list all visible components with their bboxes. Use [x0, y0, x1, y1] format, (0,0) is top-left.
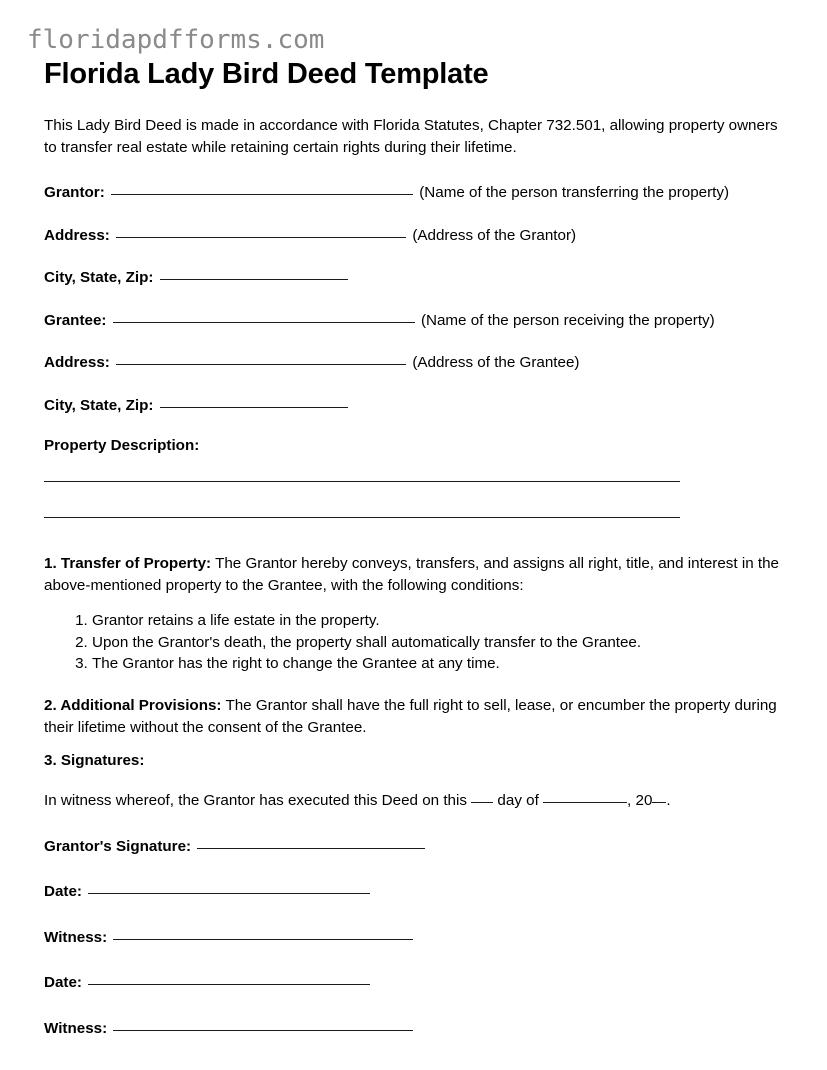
field-row-grantor-signature	[44, 834, 786, 858]
witness-text-part-1: In witness whereof, the Grantor has executed this Deed on this	[44, 792, 467, 810]
field-row-grantee	[44, 308, 784, 332]
grantee-address-input[interactable]	[116, 350, 406, 365]
date-input-2[interactable]	[88, 970, 370, 985]
witness-input-1[interactable]	[113, 925, 413, 940]
witness-text-part-2: day of	[497, 792, 539, 810]
grantee-address-label: Address:	[44, 354, 110, 372]
site-watermark: floridapdfforms.com	[27, 25, 325, 55]
grantor-signature-label: Grantor's Signature:	[44, 837, 192, 855]
property-description-lines	[44, 481, 786, 518]
grantee-name-input[interactable]	[113, 308, 415, 323]
witness-statement	[44, 789, 784, 811]
grantee-address-hint: (Address of the Grantee)	[412, 354, 580, 372]
section-2-text: The Grantor shall have the full right to sell, lease, or encumber the property during their lifetime without the consent of the Grantee.	[44, 696, 777, 736]
execution-year-input[interactable]	[652, 789, 666, 803]
date-label-2: Date:	[44, 974, 82, 992]
grantor-name-input[interactable]	[111, 180, 413, 195]
date-label-1: Date:	[44, 883, 82, 901]
execution-day-input[interactable]	[471, 789, 493, 803]
field-row-witness-1	[44, 925, 786, 949]
document-content	[44, 58, 786, 1061]
field-row-grantor-city-state-zip	[44, 265, 784, 289]
section-transfer-of-property	[44, 553, 784, 596]
grantor-label: Grantor:	[44, 184, 105, 202]
witness-text-part-4: 20	[635, 792, 653, 810]
section-1-label: 1. Transfer of Property:	[44, 555, 212, 573]
witness-input-2[interactable]	[113, 1016, 413, 1031]
execution-month-input[interactable]	[543, 789, 627, 803]
list-item: 1. Grantor retains a life estate in the property.	[92, 610, 786, 632]
witness-label-1: Witness:	[44, 928, 108, 946]
witness-text-part-3: ,	[627, 792, 632, 810]
grantor-address-input[interactable]	[116, 223, 406, 238]
grantee-csz-label: City, State, Zip:	[44, 396, 154, 414]
witness-text-part-5: .	[666, 792, 671, 810]
list-item: 3. The Grantor has the right to change the Grantee at any time.	[92, 653, 786, 675]
intro-paragraph: This Lady Bird Deed is made in accordance with Florida Statutes, Chapter 732.501, allowing property owners to transfer real estate while retaining certain rights during their lifetime.	[44, 117, 778, 156]
section-1-text: The Grantor hereby conveys, transfers, and assigns all right, title, and interest in the above-mentioned property to the Grantee, with the following conditions:	[44, 555, 779, 594]
grantee-hint: (Name of the person receiving the property)	[420, 311, 715, 329]
field-row-grantee-address	[44, 350, 784, 374]
page-title: Florida Lady Bird Deed Template	[44, 58, 489, 90]
section-2-label: 2. Additional Provisions:	[44, 696, 222, 714]
list-item: 2. Upon the Grantor's death, the property shall automatically transfer to the Grantee.	[92, 632, 786, 654]
grantor-csz-input[interactable]	[160, 265, 348, 280]
field-row-date-1	[44, 879, 786, 903]
grantor-csz-label: City, State, Zip:	[44, 269, 154, 287]
witness-label-2: Witness:	[44, 1019, 108, 1037]
section-additional-provisions	[44, 695, 784, 738]
property-description-input-line-1[interactable]	[44, 481, 680, 482]
grantor-signature-input[interactable]	[197, 834, 425, 849]
grantor-hint: (Name of the person transferring the property)	[419, 184, 730, 202]
field-row-date-2	[44, 970, 786, 994]
date-input-1[interactable]	[88, 879, 370, 894]
field-row-grantee-city-state-zip	[44, 393, 784, 417]
field-row-witness-2	[44, 1016, 786, 1040]
field-row-grantor-address	[44, 223, 784, 247]
field-row-grantor	[44, 180, 784, 204]
grantor-address-hint: (Address of the Grantor)	[412, 226, 577, 244]
transfer-conditions-list	[44, 610, 786, 675]
property-description-input-line-2[interactable]	[44, 517, 680, 518]
section-3-label: 3. Signatures:	[44, 752, 145, 770]
grantor-address-label: Address:	[44, 226, 110, 244]
grantee-label: Grantee:	[44, 311, 107, 329]
property-description-label: Property Description:	[44, 437, 200, 455]
grantee-csz-input[interactable]	[160, 393, 348, 408]
